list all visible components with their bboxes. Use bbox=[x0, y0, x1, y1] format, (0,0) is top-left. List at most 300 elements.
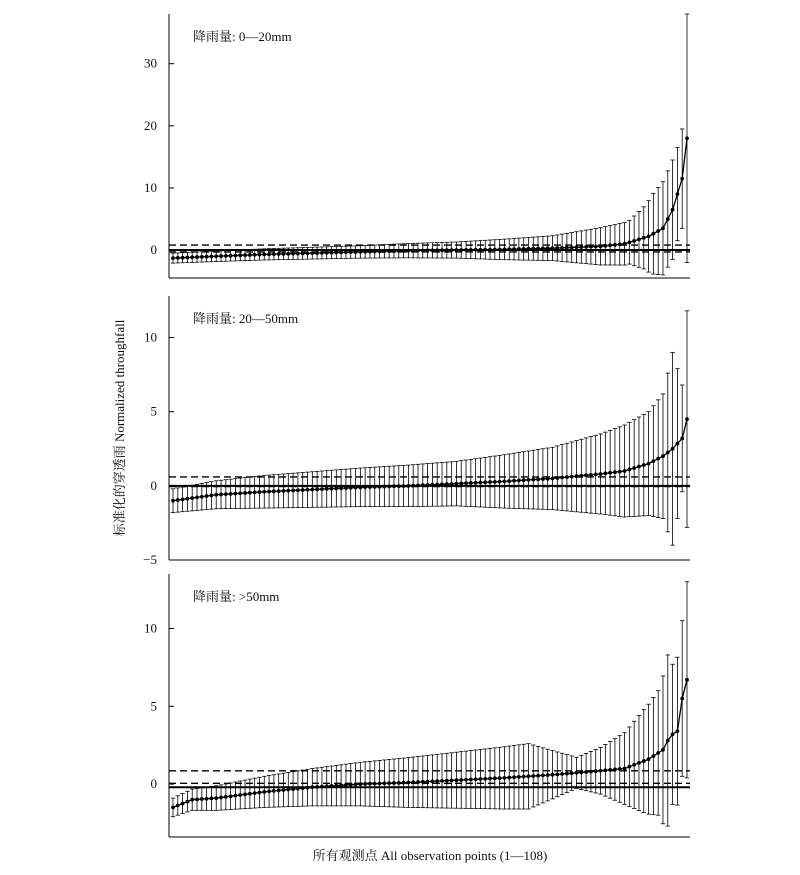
data-point bbox=[560, 246, 564, 250]
data-point bbox=[243, 253, 247, 257]
data-point bbox=[411, 484, 415, 488]
data-point bbox=[435, 483, 439, 487]
data-point bbox=[282, 252, 286, 256]
data-point bbox=[551, 773, 555, 777]
data-point bbox=[517, 775, 521, 779]
data-point bbox=[301, 488, 305, 492]
data-point bbox=[656, 751, 660, 755]
data-point bbox=[560, 772, 564, 776]
data-point bbox=[565, 475, 569, 479]
data-point bbox=[181, 497, 185, 501]
data-point bbox=[647, 757, 651, 761]
data-point bbox=[334, 251, 338, 255]
data-point bbox=[421, 780, 425, 784]
data-point bbox=[330, 784, 334, 788]
data-point bbox=[378, 485, 382, 489]
data-point bbox=[603, 471, 607, 475]
data-point bbox=[291, 252, 295, 256]
data-point bbox=[594, 245, 598, 249]
data-point bbox=[493, 480, 497, 484]
data-point bbox=[190, 255, 194, 259]
data-point bbox=[382, 249, 386, 253]
data-point bbox=[426, 483, 430, 487]
data-point bbox=[296, 787, 300, 791]
data-point bbox=[503, 776, 507, 780]
data-point bbox=[282, 788, 286, 792]
data-point bbox=[378, 250, 382, 254]
data-point bbox=[219, 796, 223, 800]
data-point bbox=[277, 252, 281, 256]
data-point bbox=[339, 486, 343, 490]
data-point bbox=[286, 489, 290, 493]
data-point bbox=[387, 781, 391, 785]
data-point bbox=[397, 249, 401, 253]
data-point bbox=[306, 251, 310, 255]
data-point bbox=[455, 248, 459, 252]
data-point bbox=[632, 239, 636, 243]
data-point bbox=[416, 780, 420, 784]
y-tick-label: 5 bbox=[150, 403, 157, 419]
data-point bbox=[627, 468, 631, 472]
data-point bbox=[594, 769, 598, 773]
data-point bbox=[483, 248, 487, 252]
data-point bbox=[205, 797, 209, 801]
data-point bbox=[498, 480, 502, 484]
data-point bbox=[531, 478, 535, 482]
data-point bbox=[214, 493, 218, 497]
data-point bbox=[431, 483, 435, 487]
data-point bbox=[435, 779, 439, 783]
panel-0-20mm bbox=[144, 14, 690, 278]
data-point bbox=[522, 247, 526, 251]
data-point bbox=[229, 794, 233, 798]
data-point bbox=[459, 248, 463, 252]
data-point bbox=[527, 247, 531, 251]
data-point bbox=[320, 251, 324, 255]
data-point bbox=[354, 250, 358, 254]
data-point bbox=[431, 779, 435, 783]
data-point bbox=[637, 465, 641, 469]
data-point bbox=[522, 775, 526, 779]
data-point bbox=[623, 469, 627, 473]
panel-label: 降雨量: 0—20mm bbox=[193, 29, 292, 44]
data-point bbox=[637, 761, 641, 765]
data-point bbox=[440, 482, 444, 486]
data-point bbox=[214, 796, 218, 800]
data-point bbox=[440, 248, 444, 252]
data-point bbox=[503, 479, 507, 483]
data-point bbox=[229, 254, 233, 258]
data-point bbox=[190, 798, 194, 802]
data-point bbox=[531, 774, 535, 778]
data-point bbox=[349, 783, 353, 787]
panel-over-50mm bbox=[144, 574, 690, 837]
data-point bbox=[507, 776, 511, 780]
data-point bbox=[512, 247, 516, 251]
data-point bbox=[671, 447, 675, 451]
data-point bbox=[623, 242, 627, 246]
data-point bbox=[632, 763, 636, 767]
data-point bbox=[498, 776, 502, 780]
y-tick-label: −5 bbox=[143, 552, 157, 567]
data-point bbox=[238, 491, 242, 495]
data-point bbox=[570, 771, 574, 775]
data-point bbox=[200, 495, 204, 499]
data-point bbox=[685, 417, 689, 421]
data-point bbox=[680, 436, 684, 440]
data-point bbox=[248, 491, 252, 495]
data-point bbox=[546, 773, 550, 777]
data-point bbox=[555, 476, 559, 480]
data-point bbox=[176, 256, 180, 260]
data-point bbox=[411, 249, 415, 253]
data-point bbox=[171, 256, 175, 260]
data-point bbox=[224, 795, 228, 799]
data-point bbox=[224, 492, 228, 496]
data-point bbox=[445, 779, 449, 783]
data-point bbox=[310, 785, 314, 789]
data-point bbox=[584, 770, 588, 774]
data-point bbox=[599, 244, 603, 248]
data-point bbox=[402, 249, 406, 253]
data-point bbox=[262, 490, 266, 494]
data-point bbox=[618, 242, 622, 246]
data-point bbox=[589, 770, 593, 774]
data-point bbox=[253, 490, 257, 494]
data-point bbox=[527, 774, 531, 778]
y-tick-label: 0 bbox=[150, 477, 157, 493]
data-point bbox=[579, 771, 583, 775]
data-point bbox=[334, 784, 338, 788]
data-point bbox=[599, 472, 603, 476]
data-point bbox=[210, 494, 214, 498]
data-point bbox=[627, 765, 631, 769]
data-point bbox=[426, 249, 430, 253]
data-point bbox=[421, 483, 425, 487]
data-point bbox=[258, 791, 262, 795]
data-point bbox=[632, 466, 636, 470]
data-point bbox=[623, 767, 627, 771]
data-point bbox=[325, 487, 329, 491]
data-point bbox=[195, 495, 199, 499]
y-axis-title: 标准化的穿透雨 Normalized throughfall bbox=[112, 319, 127, 537]
data-point bbox=[479, 481, 483, 485]
data-point bbox=[186, 497, 190, 501]
data-point bbox=[358, 485, 362, 489]
data-point bbox=[512, 775, 516, 779]
y-tick-label: 30 bbox=[144, 55, 157, 71]
data-point bbox=[344, 783, 348, 787]
data-point bbox=[392, 781, 396, 785]
data-point bbox=[675, 442, 679, 446]
data-point bbox=[349, 486, 353, 490]
data-point bbox=[176, 498, 180, 502]
data-point bbox=[656, 229, 660, 233]
data-point bbox=[498, 248, 502, 252]
data-point bbox=[459, 481, 463, 485]
data-point bbox=[536, 774, 540, 778]
data-point bbox=[671, 732, 675, 736]
data-point bbox=[642, 759, 646, 763]
data-point bbox=[387, 249, 391, 253]
data-point bbox=[330, 251, 334, 255]
data-point bbox=[642, 463, 646, 467]
data-point bbox=[666, 451, 670, 455]
data-point bbox=[507, 247, 511, 251]
data-point bbox=[647, 234, 651, 238]
data-point bbox=[291, 489, 295, 493]
data-point bbox=[325, 251, 329, 255]
data-point bbox=[195, 797, 199, 801]
data-point bbox=[368, 250, 372, 254]
data-point bbox=[320, 785, 324, 789]
data-point bbox=[488, 480, 492, 484]
y-tick-label: 20 bbox=[144, 117, 157, 133]
data-point bbox=[181, 256, 185, 260]
data-point bbox=[258, 253, 262, 257]
data-point bbox=[358, 250, 362, 254]
data-point bbox=[205, 255, 209, 259]
data-point bbox=[647, 462, 651, 466]
data-point bbox=[656, 457, 660, 461]
data-point bbox=[531, 247, 535, 251]
data-point bbox=[402, 781, 406, 785]
y-tick-label: 10 bbox=[144, 620, 157, 636]
data-point bbox=[426, 780, 430, 784]
data-point bbox=[267, 790, 271, 794]
data-point bbox=[651, 232, 655, 236]
data-point bbox=[608, 243, 612, 247]
data-point bbox=[416, 249, 420, 253]
data-point bbox=[320, 487, 324, 491]
data-point bbox=[541, 477, 545, 481]
data-point bbox=[431, 248, 435, 252]
data-point bbox=[310, 488, 314, 492]
data-point bbox=[651, 459, 655, 463]
data-point bbox=[522, 478, 526, 482]
data-point bbox=[387, 485, 391, 489]
data-point bbox=[459, 778, 463, 782]
data-point bbox=[483, 480, 487, 484]
data-point bbox=[479, 248, 483, 252]
data-point bbox=[224, 254, 228, 258]
data-point bbox=[613, 470, 617, 474]
data-point bbox=[214, 254, 218, 258]
data-point bbox=[416, 483, 420, 487]
data-point bbox=[325, 784, 329, 788]
data-point bbox=[373, 250, 377, 254]
y-tick-label: 0 bbox=[150, 242, 157, 258]
data-point bbox=[445, 482, 449, 486]
data-point bbox=[527, 478, 531, 482]
data-point bbox=[469, 248, 473, 252]
data-point bbox=[671, 208, 675, 212]
data-point bbox=[493, 776, 497, 780]
data-point bbox=[555, 772, 559, 776]
data-point bbox=[186, 800, 190, 804]
data-point bbox=[551, 477, 555, 481]
data-point bbox=[195, 255, 199, 259]
data-point bbox=[373, 782, 377, 786]
data-point bbox=[555, 246, 559, 250]
data-point bbox=[277, 489, 281, 493]
y-tick-label: 5 bbox=[150, 698, 157, 714]
data-point bbox=[613, 243, 617, 247]
data-point bbox=[464, 248, 468, 252]
y-tick-label: 0 bbox=[150, 776, 157, 792]
data-point bbox=[546, 246, 550, 250]
data-point bbox=[272, 789, 276, 793]
data-point bbox=[661, 748, 665, 752]
data-point bbox=[205, 494, 209, 498]
data-point bbox=[488, 777, 492, 781]
data-point bbox=[455, 778, 459, 782]
data-point bbox=[262, 790, 266, 794]
data-point bbox=[541, 773, 545, 777]
data-point bbox=[171, 806, 175, 810]
data-point bbox=[589, 473, 593, 477]
data-point bbox=[248, 792, 252, 796]
data-point bbox=[685, 678, 689, 682]
data-point bbox=[479, 777, 483, 781]
x-axis-title: 所有观测点 All observation points (1—108) bbox=[312, 848, 548, 863]
data-point bbox=[651, 754, 655, 758]
data-point bbox=[296, 488, 300, 492]
data-point bbox=[488, 248, 492, 252]
data-point bbox=[627, 240, 631, 244]
data-point bbox=[378, 782, 382, 786]
data-point bbox=[344, 250, 348, 254]
data-point bbox=[368, 782, 372, 786]
data-point bbox=[685, 136, 689, 140]
data-point bbox=[267, 490, 271, 494]
data-point bbox=[565, 246, 569, 250]
data-point bbox=[354, 783, 358, 787]
data-point bbox=[296, 252, 300, 256]
data-point bbox=[464, 778, 468, 782]
data-point bbox=[584, 245, 588, 249]
y-tick-label: 10 bbox=[144, 179, 157, 195]
data-point bbox=[363, 782, 367, 786]
data-point bbox=[262, 252, 266, 256]
data-point bbox=[310, 251, 314, 255]
data-point bbox=[560, 476, 564, 480]
data-point bbox=[282, 489, 286, 493]
data-point bbox=[493, 248, 497, 252]
data-point bbox=[618, 470, 622, 474]
data-point bbox=[382, 781, 386, 785]
data-point bbox=[315, 487, 319, 491]
data-point bbox=[517, 479, 521, 483]
data-point bbox=[200, 797, 204, 801]
data-point bbox=[248, 253, 252, 257]
data-point bbox=[474, 248, 478, 252]
data-point bbox=[541, 247, 545, 251]
data-point bbox=[666, 739, 670, 743]
panel-20-50mm bbox=[143, 296, 690, 567]
data-point bbox=[474, 481, 478, 485]
data-point bbox=[272, 489, 276, 493]
data-point bbox=[219, 254, 223, 258]
data-point bbox=[517, 247, 521, 251]
data-point bbox=[277, 789, 281, 793]
data-point bbox=[301, 786, 305, 790]
data-point bbox=[570, 475, 574, 479]
data-point bbox=[392, 249, 396, 253]
data-point bbox=[575, 771, 579, 775]
data-point bbox=[435, 248, 439, 252]
data-point bbox=[613, 768, 617, 772]
data-point bbox=[411, 780, 415, 784]
data-point bbox=[455, 482, 459, 486]
data-point bbox=[469, 778, 473, 782]
data-point bbox=[603, 768, 607, 772]
data-point bbox=[594, 473, 598, 477]
data-point bbox=[315, 785, 319, 789]
data-point bbox=[661, 226, 665, 230]
data-point bbox=[219, 493, 223, 497]
data-point bbox=[464, 481, 468, 485]
data-point bbox=[503, 248, 507, 252]
data-point bbox=[306, 786, 310, 790]
data-point bbox=[301, 252, 305, 256]
data-point bbox=[253, 791, 257, 795]
data-point bbox=[546, 477, 550, 481]
data-point bbox=[584, 473, 588, 477]
data-point bbox=[200, 255, 204, 259]
data-point bbox=[181, 802, 185, 806]
data-point bbox=[234, 254, 238, 258]
data-point bbox=[258, 490, 262, 494]
data-point bbox=[445, 248, 449, 252]
data-point bbox=[680, 177, 684, 181]
data-point bbox=[536, 247, 540, 251]
data-point bbox=[450, 482, 454, 486]
data-point bbox=[286, 788, 290, 792]
data-point bbox=[570, 246, 574, 250]
data-point bbox=[315, 251, 319, 255]
data-point bbox=[334, 487, 338, 491]
data-point bbox=[469, 481, 473, 485]
data-point bbox=[579, 245, 583, 249]
data-point bbox=[253, 253, 257, 257]
data-point bbox=[229, 492, 233, 496]
panel-label: 降雨量: >50mm bbox=[193, 589, 280, 604]
data-point bbox=[186, 256, 190, 260]
data-point bbox=[349, 250, 353, 254]
data-point bbox=[238, 793, 242, 797]
data-point bbox=[661, 454, 665, 458]
data-point bbox=[392, 484, 396, 488]
data-point bbox=[450, 248, 454, 252]
data-point bbox=[210, 255, 214, 259]
data-point bbox=[603, 244, 607, 248]
y-axis-title-group bbox=[112, 319, 127, 536]
data-point bbox=[243, 792, 247, 796]
data-point bbox=[373, 485, 377, 489]
data-point bbox=[397, 484, 401, 488]
data-point bbox=[642, 236, 646, 240]
data-point bbox=[675, 192, 679, 196]
data-point bbox=[618, 767, 622, 771]
data-point bbox=[286, 252, 290, 256]
data-point bbox=[474, 777, 478, 781]
data-point bbox=[176, 804, 180, 808]
data-point bbox=[675, 729, 679, 733]
data-point bbox=[358, 782, 362, 786]
data-point bbox=[354, 486, 358, 490]
data-point bbox=[512, 479, 516, 483]
